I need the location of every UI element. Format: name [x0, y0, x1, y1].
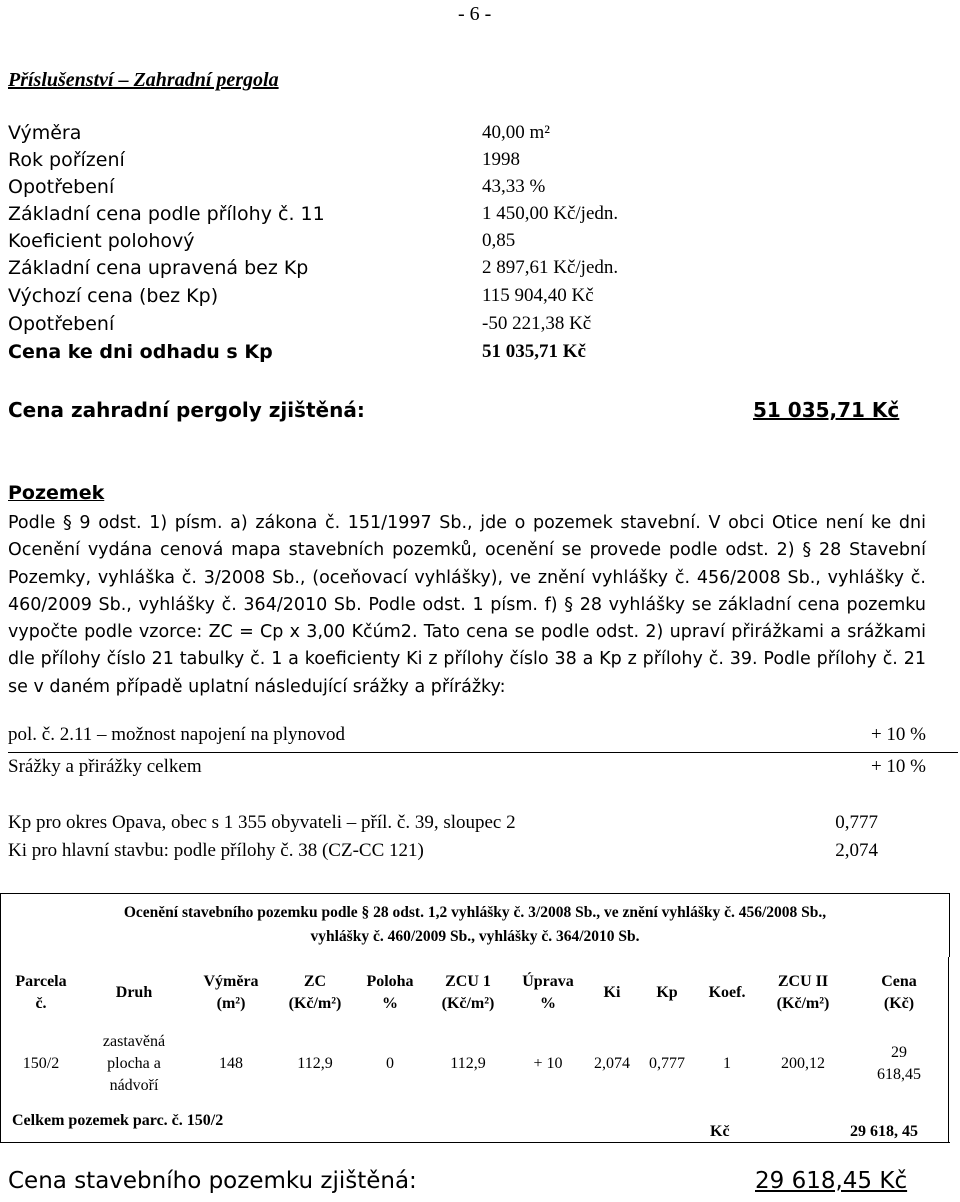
kv-value: 40,00 m²: [482, 122, 550, 143]
kv-row: [8, 176, 768, 203]
valuation-box-title: [0, 893, 950, 957]
kv-label: Cena ke dni odhadu s Kp: [8, 341, 273, 363]
pozemek-title: Pozemek: [8, 482, 105, 504]
kv-row: [8, 313, 768, 340]
kv-row: [8, 285, 768, 312]
adjustment-total-row: [8, 756, 958, 784]
valuation-table: [0, 957, 950, 1099]
kv-label: Opotřebení: [8, 313, 115, 335]
col-header-parcela: Parcela č.: [15, 973, 67, 1012]
final-value: 29 618,45 Kč: [755, 1168, 908, 1194]
col-header-kp: Kp: [656, 984, 678, 1001]
kv-label: Opotřebení: [8, 176, 115, 198]
pergola-result-label: Cena zahradní pergoly zjištěná:: [8, 398, 365, 422]
coefficient-value: 0,777: [835, 812, 878, 833]
kv-value: 2 897,61 Kč/jedn.: [482, 257, 619, 278]
cell-druh: zastavěná plocha a nádvoří: [102, 1033, 166, 1094]
kv-row: [8, 122, 768, 149]
cell-zcu2: 200,12: [781, 1055, 825, 1072]
page-number: - 6 -: [458, 3, 492, 25]
cell-koef: 1: [723, 1055, 731, 1072]
coefficient-label: Kp pro okres Opava, obec s 1 355 obyvateli – příl. č. 39, sloupec 2: [8, 812, 516, 833]
total-value: 29 618, 45: [850, 1123, 918, 1140]
divider: [8, 752, 958, 753]
table-frame-left: [0, 957, 1, 1142]
table-frame-right: [948, 957, 949, 1142]
pergola-section-title: Příslušenství – Zahradní pergola: [8, 69, 279, 91]
coefficient-value: 2,074: [835, 840, 878, 861]
table-row: [0, 1029, 950, 1099]
kv-value: -50 221,38 Kč: [482, 313, 592, 334]
kv-label: Základní cena podle přílohy č. 11: [8, 203, 325, 225]
col-header-zc: ZC (Kč/m²): [288, 973, 342, 1012]
cell-uprava: + 10: [533, 1055, 563, 1072]
table-header-row: [0, 957, 950, 1029]
col-header-koef: Koef.: [708, 984, 746, 1001]
total-currency: Kč: [710, 1123, 730, 1140]
col-header-vymera: Výměra (m²): [203, 973, 259, 1012]
kv-row: [8, 230, 768, 257]
coefficient-label: Ki pro hlavní stavbu: podle přílohy č. 38 (CZ-CC 121): [8, 840, 424, 861]
kv-label: Výchozí cena (bez Kp): [8, 285, 219, 307]
total-label: Celkem pozemek parc. č. 150/2: [12, 1112, 224, 1129]
pozemek-paragraph: Podle § 9 odst. 1) písm. a) zákona č. 151/1997 Sb., jde o pozemek stavební. V obci Otice není ke dni Ocenění vydána cenová mapa stavebních pozemků, ocenění se provede podle odst. 2) § 28 Stavební Pozemky, vyhláška č. 3/2008 Sb., (oceňovací vyhlášky), ve znění vyhlášky č. 456/2008 Sb., vyhlášky č. 460/2009 Sb., vyhlášky č. 364/2010 Sb. Podle odst. 1 písm. f) § 28 vyhlášky se základní cena pozemku vypočte podle vzorce: ZC = Cp x 3,00 Kčúm2. Tato cena se podle odst. 2) upraví přirážkami a srážkami dle přílohy číslo 21 tabulky č. 1 a koeficienty Ki z přílohy číslo 38 a Kp z přílohy č. 39. Podle přílohy č. 21 se v daném případě uplatní následující srážky a přírážky:: [8, 513, 926, 697]
coefficient-row: [8, 840, 958, 868]
col-header-cena: Cena (Kč): [881, 973, 917, 1012]
col-header-zcu1: ZCU 1 (Kč/m²): [441, 973, 495, 1012]
pergola-result-value: 51 035,71 Kč: [753, 398, 900, 422]
cell-vymera: 148: [219, 1055, 243, 1072]
kv-label: Rok pořízení: [8, 149, 125, 171]
kv-value: 115 904,40 Kč: [482, 285, 594, 306]
kv-row: [8, 203, 768, 230]
valuation-title-line: vyhlášky č. 460/2009 Sb., vyhlášky č. 364/2010 Sb.: [310, 928, 640, 945]
adjustment-label: pol. č. 2.11 – možnost napojení na plynovod: [8, 724, 346, 745]
cell-kp: 0,777: [649, 1055, 685, 1072]
kv-value: 43,33 %: [482, 176, 546, 197]
col-header-zcu2: ZCU II (Kč/m²): [776, 973, 830, 1012]
col-header-poloha: Poloha %: [366, 973, 414, 1012]
kv-row: [8, 149, 768, 176]
final-label: Cena stavebního pozemku zjištěná:: [8, 1168, 417, 1194]
cell-zcu1: 112,9: [450, 1055, 486, 1072]
kv-value: 1 450,00 Kč/jedn.: [482, 203, 619, 224]
kv-value: 0,85: [482, 230, 516, 251]
cell-cena: 29 618,45: [877, 1044, 921, 1083]
kv-value: 51 035,71 Kč: [482, 341, 586, 362]
coefficient-row: [8, 812, 958, 840]
adjustment-value: + 10 %: [870, 724, 926, 745]
kv-label: Koeficient polohový: [8, 230, 195, 252]
table-frame-bottom: [0, 1142, 950, 1143]
kv-value: 1998: [482, 149, 520, 170]
adjustment-row: [8, 724, 958, 752]
kv-row: [8, 257, 768, 284]
cell-zc: 112,9: [297, 1055, 333, 1072]
col-header-druh: Druh: [115, 984, 153, 1001]
adjustment-value: + 10 %: [870, 756, 926, 777]
kv-label: Výměra: [8, 122, 82, 144]
col-header-ki: Ki: [603, 984, 621, 1001]
cell-poloha: 0: [386, 1055, 394, 1072]
cell-ki: 2,074: [594, 1055, 630, 1072]
kv-label: Základní cena upravená bez Kp: [8, 257, 309, 279]
adjustment-label: Srážky a přirážky celkem: [8, 756, 202, 777]
kv-row: [8, 341, 768, 368]
cell-parcela: 150/2: [22, 1055, 60, 1072]
valuation-title-line: Ocenění stavebního pozemku podle § 28 odst. 1,2 vyhlášky č. 3/2008 Sb., ve znění vyhlášky č. 456/2008 Sb.,: [123, 904, 827, 921]
col-header-uprava: Úprava %: [522, 973, 574, 1012]
